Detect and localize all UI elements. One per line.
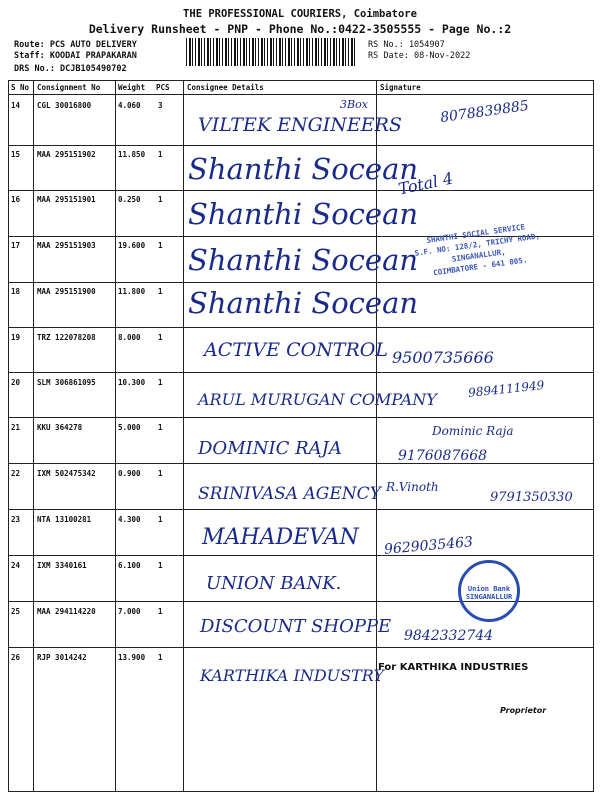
row-weight: 0.900: [118, 469, 141, 478]
row-divider: [8, 647, 594, 648]
row-consignment: IXM 502475342: [37, 469, 96, 478]
shanthi-stamp: SHANTHI SOCIAL SERVICE S.F. NO: 128/2, TRICHY ROAD, SINGANALLUR, COIMBATORE - 641 005.: [414, 222, 541, 278]
row-consignee-handwritten: SRINIVASA AGENCY: [198, 484, 381, 504]
barcode: [186, 38, 356, 66]
union-bank-seal: Union Bank SINGANALLUR: [458, 560, 520, 622]
row-signature: 9176087668: [398, 448, 488, 464]
row-sno: 21: [11, 423, 21, 432]
col-divider: [33, 80, 34, 792]
row-weight: 11.850: [118, 150, 146, 159]
row-weight: 4.300: [118, 515, 141, 524]
route-label: Route: PCS AUTO DELIVERY: [14, 40, 137, 50]
row-sno: 19: [11, 333, 21, 342]
row-divider: [8, 417, 594, 418]
row-divider: [8, 509, 594, 510]
karthika-firm-stamp: For KARTHIKA INDUSTRIES: [378, 662, 529, 673]
row-consignment: MAA 295151901: [37, 195, 96, 204]
row-consignee-handwritten: VILTEK ENGINEERS: [198, 114, 402, 136]
row-signature: 8078839885: [439, 97, 530, 127]
row-consignment: MAA 295151900: [37, 287, 96, 296]
col-divider: [376, 80, 377, 792]
row-pcs: 1: [158, 150, 163, 159]
col-divider: [115, 80, 116, 792]
row-pcs: 1: [158, 515, 163, 524]
row-weight: 10.300: [118, 378, 146, 387]
box-note: 3Box: [340, 98, 368, 111]
row-sno: 14: [11, 101, 21, 110]
row-weight: 19.600: [118, 241, 146, 250]
row-consignee-handwritten: Shanthi Socean: [188, 152, 419, 186]
row-consignment: MAA 294114220: [37, 607, 96, 616]
row-divider: [8, 190, 594, 191]
row-divider: [8, 372, 594, 373]
row-pcs: 1: [158, 469, 163, 478]
header-weight: Weight: [118, 83, 146, 92]
row-signature: 9842332744: [404, 628, 494, 644]
row-weight: 4.060: [118, 101, 141, 110]
row-sno: 16: [11, 195, 21, 204]
row-weight: 11.800: [118, 287, 146, 296]
row-consignee-handwritten: Shanthi Socean: [188, 243, 419, 277]
row-signature: 9500735666: [392, 348, 494, 367]
drs-number: DRS No.: DCJB105490702: [14, 64, 127, 74]
row-consignee-handwritten: Shanthi Socean: [188, 197, 419, 231]
row-consignment: CGL 30016800: [37, 101, 92, 110]
row-divider: [8, 282, 594, 283]
row-pcs: 1: [158, 378, 163, 387]
col-divider: [183, 80, 184, 792]
rs-number: RS No.: 1054907: [368, 40, 445, 50]
row-signature: 9894111949: [467, 378, 545, 400]
row-divider: [8, 555, 594, 556]
header-signature: Signature: [380, 83, 421, 92]
row-consignee-handwritten: KARTHIKA INDUSTRY: [200, 666, 384, 685]
row-sno: 18: [11, 287, 21, 296]
row-consignment: IXM 3340161: [37, 561, 87, 570]
row-pcs: 1: [158, 287, 163, 296]
row-divider: [8, 327, 594, 328]
row-weight: 7.000: [118, 607, 141, 616]
runsheet-title: Delivery Runsheet - PNP - Phone No.:0422-3505555 - Page No.:2: [88, 22, 512, 36]
row-sno: 26: [11, 653, 21, 662]
row-sno: 20: [11, 378, 21, 387]
row-consignee-handwritten: DOMINIC RAJA: [198, 438, 342, 459]
row-pcs: 3: [158, 101, 163, 110]
row-pcs: 1: [158, 241, 163, 250]
row-divider: [8, 463, 594, 464]
row-consignee-handwritten: MAHADEVAN: [202, 525, 359, 550]
staff-label: Staff: KOODAI PRAPAKARAN: [14, 51, 137, 61]
row-pcs: 1: [158, 607, 163, 616]
sig-name-dominic: Dominic Raja: [432, 424, 514, 438]
row-pcs: 1: [158, 653, 163, 662]
row-consignment: TRZ 122078208: [37, 333, 96, 342]
row-consignee-handwritten: ARUL MURUGAN COMPANY: [198, 390, 437, 409]
row-weight: 13.900: [118, 653, 146, 662]
row-pcs: 1: [158, 561, 163, 570]
row-consignment: RJP 3014242: [37, 653, 87, 662]
row-pcs: 1: [158, 195, 163, 204]
row-sno: 25: [11, 607, 21, 616]
row-consignee-handwritten: UNION BANK.: [206, 573, 342, 594]
rs-date: RS Date: 08-Nov-2022: [368, 51, 471, 61]
row-weight: 8.000: [118, 333, 141, 342]
header-consignee: Consignee Details: [187, 83, 264, 92]
row-divider: [8, 145, 594, 146]
row-weight: 5.000: [118, 423, 141, 432]
row-consignment: MAA 295151902: [37, 150, 96, 159]
row-sno: 17: [11, 241, 21, 250]
row-sno: 15: [11, 150, 21, 159]
row-weight: 0.250: [118, 195, 141, 204]
row-consignee-handwritten: Shanthi Socean: [188, 286, 419, 320]
row-sno: 24: [11, 561, 21, 570]
row-signature: 9629035463: [383, 534, 474, 558]
row-divider: [8, 94, 594, 95]
header-consignment: Consignment No: [37, 83, 101, 92]
proprietor-label: Proprietor: [500, 706, 547, 715]
row-consignment: MAA 295151903: [37, 241, 96, 250]
company-title: THE PROFESSIONAL COURIERS, Coimbatore: [183, 8, 417, 20]
header-pcs: PCS: [156, 83, 170, 92]
row-sno: 22: [11, 469, 21, 478]
row-signature: 9791350330: [490, 490, 573, 505]
row-consignment: NTA 13100281: [37, 515, 92, 524]
total-note: Total 4: [396, 168, 455, 199]
row-pcs: 1: [158, 333, 163, 342]
row-pcs: 1: [158, 423, 163, 432]
header-sno: S No: [11, 83, 30, 92]
row-consignment: SLM 306861095: [37, 378, 96, 387]
row-consignee-handwritten: DISCOUNT SHOPPE: [200, 616, 392, 637]
row-weight: 6.100: [118, 561, 141, 570]
sig-name-vinoth: R.Vinoth: [386, 480, 439, 494]
row-consignment: KKU 364278: [37, 423, 83, 432]
row-sno: 23: [11, 515, 21, 524]
row-consignee-handwritten: ACTIVE CONTROL: [204, 339, 388, 361]
